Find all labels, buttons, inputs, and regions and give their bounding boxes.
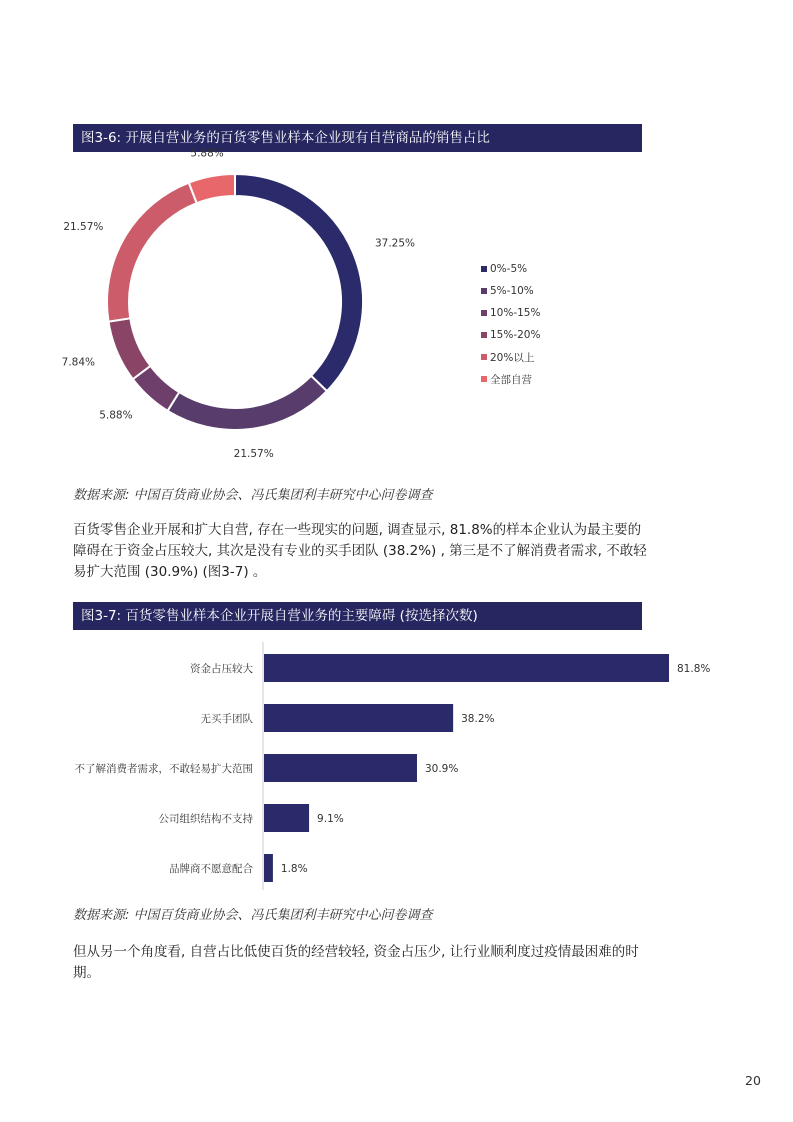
legend-item — [481, 346, 540, 368]
legend-item — [481, 368, 540, 390]
legend-item — [481, 302, 540, 324]
donut-slice-5 — [107, 183, 197, 322]
legend-label: 15%-20% — [490, 329, 541, 341]
chart-legend — [481, 258, 540, 390]
bar-category-label: 无买手团队 — [200, 713, 253, 725]
legend-item — [481, 324, 540, 346]
bar-chart — [60, 640, 740, 895]
bar-value-label: 9.1% — [317, 813, 344, 825]
bar-value-label: 1.8% — [280, 863, 308, 875]
bar — [264, 854, 273, 882]
legend-item — [481, 258, 540, 280]
bar-category-label: 品牌商不愿意配合 — [169, 863, 253, 875]
legend-label: 10%-15% — [490, 307, 541, 319]
legend-swatch — [481, 310, 487, 316]
body-paragraph-1: 百货零售企业开展和扩大自营, 存在一些现实的问题, 调查显示, 81.8%的样本企业认为最主要的障碍在于资金占压较大, 其次是没有专业的买手团队 (38.2%) , 第三是不了解消费者需求, 不敢轻易扩大范围 (30.9%) (图3-7) 。 — [73, 522, 647, 580]
figure-3-7-source: 数据来源: 中国百货商业协会、冯氏集团利丰研究中心问卷调查 — [73, 908, 433, 923]
figure-3-6-title: 图3-6: 开展自营业务的百货零售业样本企业现有自营商品的销售占比 — [73, 124, 642, 152]
bar-value-label: 81.8% — [677, 663, 711, 675]
donut-slice-2 — [168, 376, 327, 430]
bar — [264, 704, 453, 732]
legend-label: 0%-5% — [490, 263, 528, 275]
figure-3-7-title: 图3-7: 百货零售业样本企业开展自营业务的主要障碍 (按选择次数) — [73, 602, 642, 630]
donut-chart — [60, 147, 416, 480]
bar-value-label: 38.2% — [461, 713, 495, 725]
donut-data-label: 21.57% — [233, 447, 274, 460]
legend-label: 全部自营 — [490, 373, 532, 386]
legend-swatch — [481, 332, 487, 338]
donut-slice-4 — [109, 318, 151, 379]
donut-data-label: 37.25% — [374, 237, 416, 250]
figure-3-6-source: 数据来源: 中国百货商业协会、冯氏集团利丰研究中心问卷调查 — [73, 488, 433, 503]
donut-slice-1 — [235, 174, 363, 391]
bar-category-label: 资金占压较大 — [190, 663, 253, 675]
legend-item — [481, 280, 540, 302]
body-paragraph-2: 但从另一个角度看, 自营占比低使百货的经营较轻, 资金占压少, 让行业顺利度过疫情最困难的时期。 — [73, 944, 639, 981]
bar-value-label: 30.9% — [424, 763, 459, 775]
legend-swatch — [481, 288, 487, 294]
donut-data-label: 5.88% — [190, 147, 224, 160]
donut-data-label: 21.57% — [63, 221, 104, 233]
legend-label: 5%-10% — [490, 285, 534, 297]
bar — [264, 804, 309, 832]
legend-label: 20%以上 — [490, 351, 535, 364]
bar-category-label: 公司组织结构不支持 — [158, 813, 253, 825]
legend-swatch — [481, 354, 487, 360]
legend-swatch — [481, 266, 487, 272]
donut-data-label: 7.84% — [61, 356, 96, 369]
bar — [264, 654, 669, 682]
donut-slice-6 — [189, 174, 235, 203]
bar — [264, 754, 417, 782]
bar-category-label: 不了解消费者需求，不敢轻易扩大范围 — [74, 763, 253, 775]
page-number: 20 — [745, 1073, 761, 1088]
donut-data-label: 5.88% — [99, 409, 133, 422]
legend-swatch — [481, 376, 487, 382]
